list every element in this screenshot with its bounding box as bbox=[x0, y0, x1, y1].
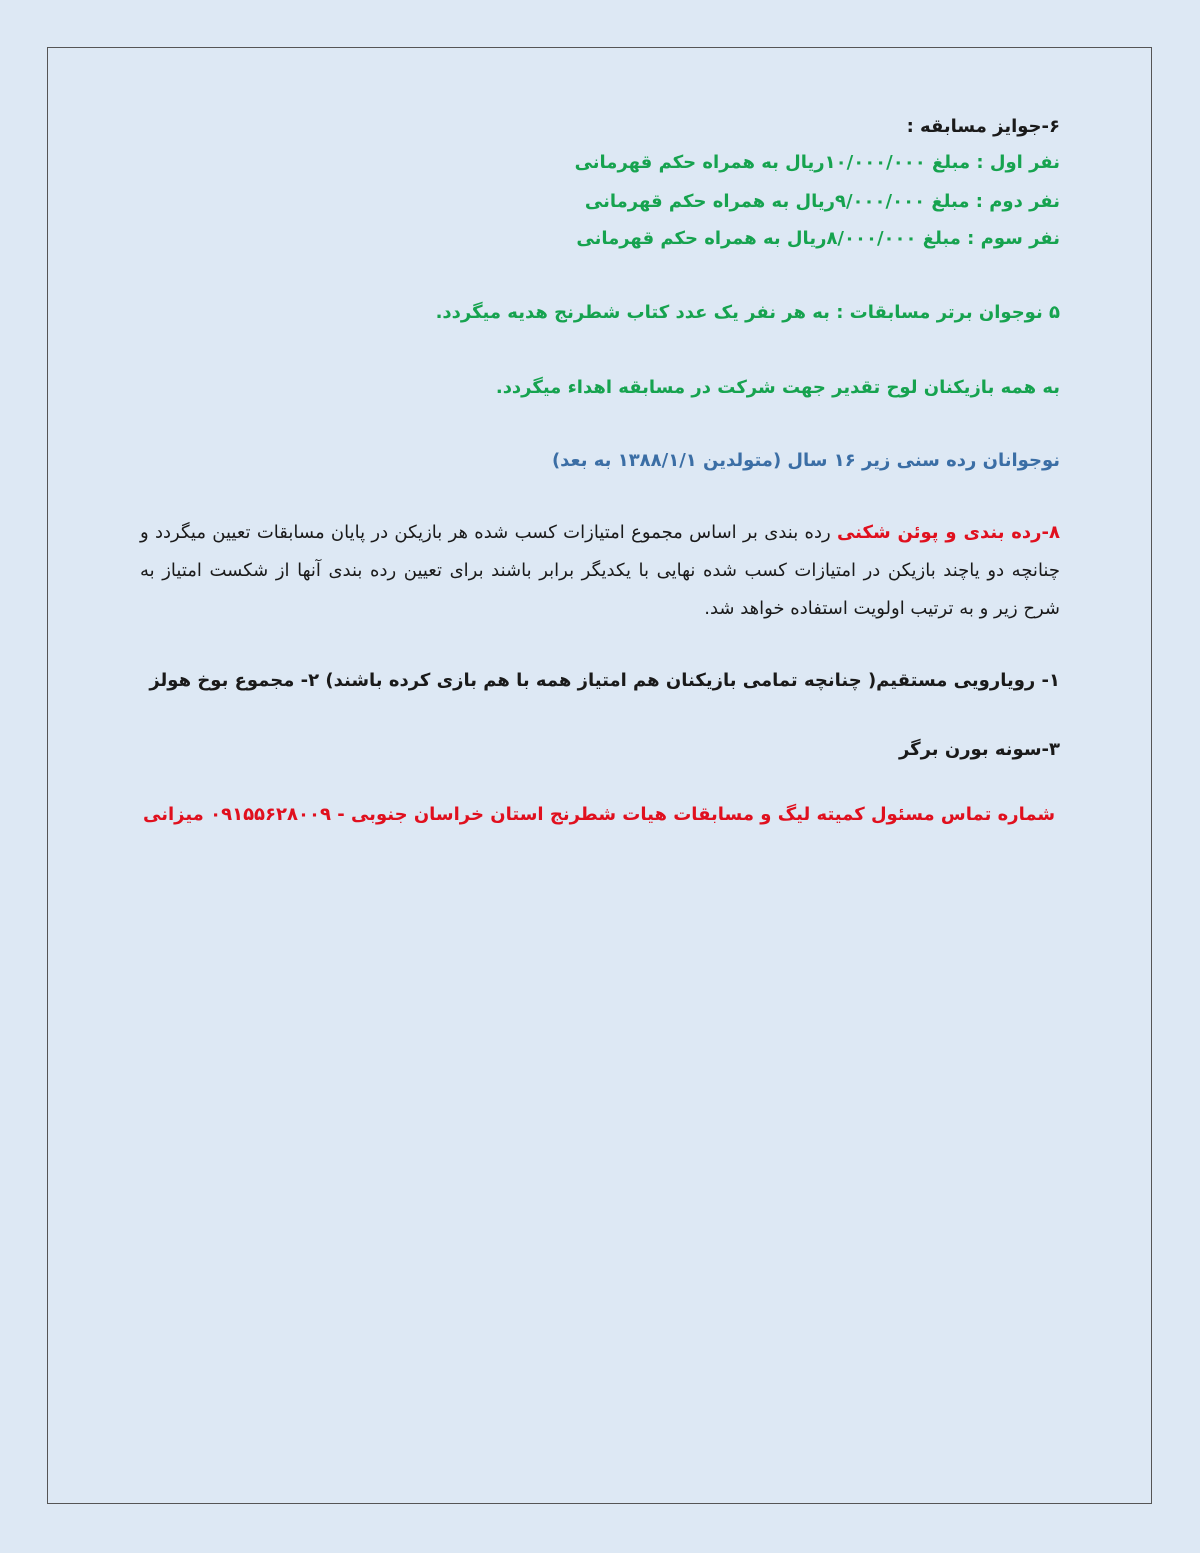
youth-age-note: نوجوانان رده سنی زیر ۱۶ سال (متولدین ۱۳۸۸/۱/۱ به بعد) bbox=[551, 450, 1060, 471]
ranking-lead: ۸-رده بندی و پوئن شکنی bbox=[836, 522, 1060, 543]
prizes-heading: ۶-جوایز مسابقه : bbox=[906, 116, 1060, 137]
tiebreak-3: ۳-سونه بورن برگر bbox=[898, 739, 1060, 760]
tiebreak-1-2: ۱- رویارویی مستقیم( چنانچه تمامی بازیکنان هم امتیاز همه با هم بازی کرده باشند) ۲- مجموع بوخ هولز bbox=[149, 670, 1060, 691]
contact-info: شماره تماس مسئول کمیته لیگ و مسابقات هیات شطرنج استان خراسان جنوبی - ۰۹۱۵۵۶۲۸۰۰۹ میزانی bbox=[143, 804, 1056, 825]
prize-second: نفر دوم : مبلغ ۹/۰۰۰/۰۰۰ریال به همراه حکم قهرمانی bbox=[584, 191, 1060, 212]
ranking-paragraph bbox=[140, 514, 1060, 628]
youth-prize: ۵ نوجوان برتر مسابقات : به هر نفر یک عدد کتاب شطرنج هدیه میگردد. bbox=[435, 302, 1060, 323]
appreciation-note: به همه بازیکنان لوح تقدیر جهت شرکت در مسابقه اهداء میگردد. bbox=[495, 377, 1060, 398]
prize-first: نفر اول : مبلغ ۱۰/۰۰۰/۰۰۰ریال به همراه حکم قهرمانی bbox=[574, 152, 1060, 173]
ranking-body: رده بندی بر اساس مجموع امتیازات کسب شده هر بازیکن در پایان مسابقات تعیین میگردد و چنانچه دو یاچند بازیکن در امتیازات کسب شده نهایی با یکدیگر برابر باشند برای تعیین رده بندی آنها از شکست امتیاز به شرح زیر و به ترتیب اولویت استفاده خواهد شد. bbox=[140, 522, 1060, 619]
page-frame bbox=[47, 47, 1152, 1504]
prize-third: نفر سوم : مبلغ ۸/۰۰۰/۰۰۰ریال به همراه حکم قهرمانی bbox=[576, 228, 1060, 249]
